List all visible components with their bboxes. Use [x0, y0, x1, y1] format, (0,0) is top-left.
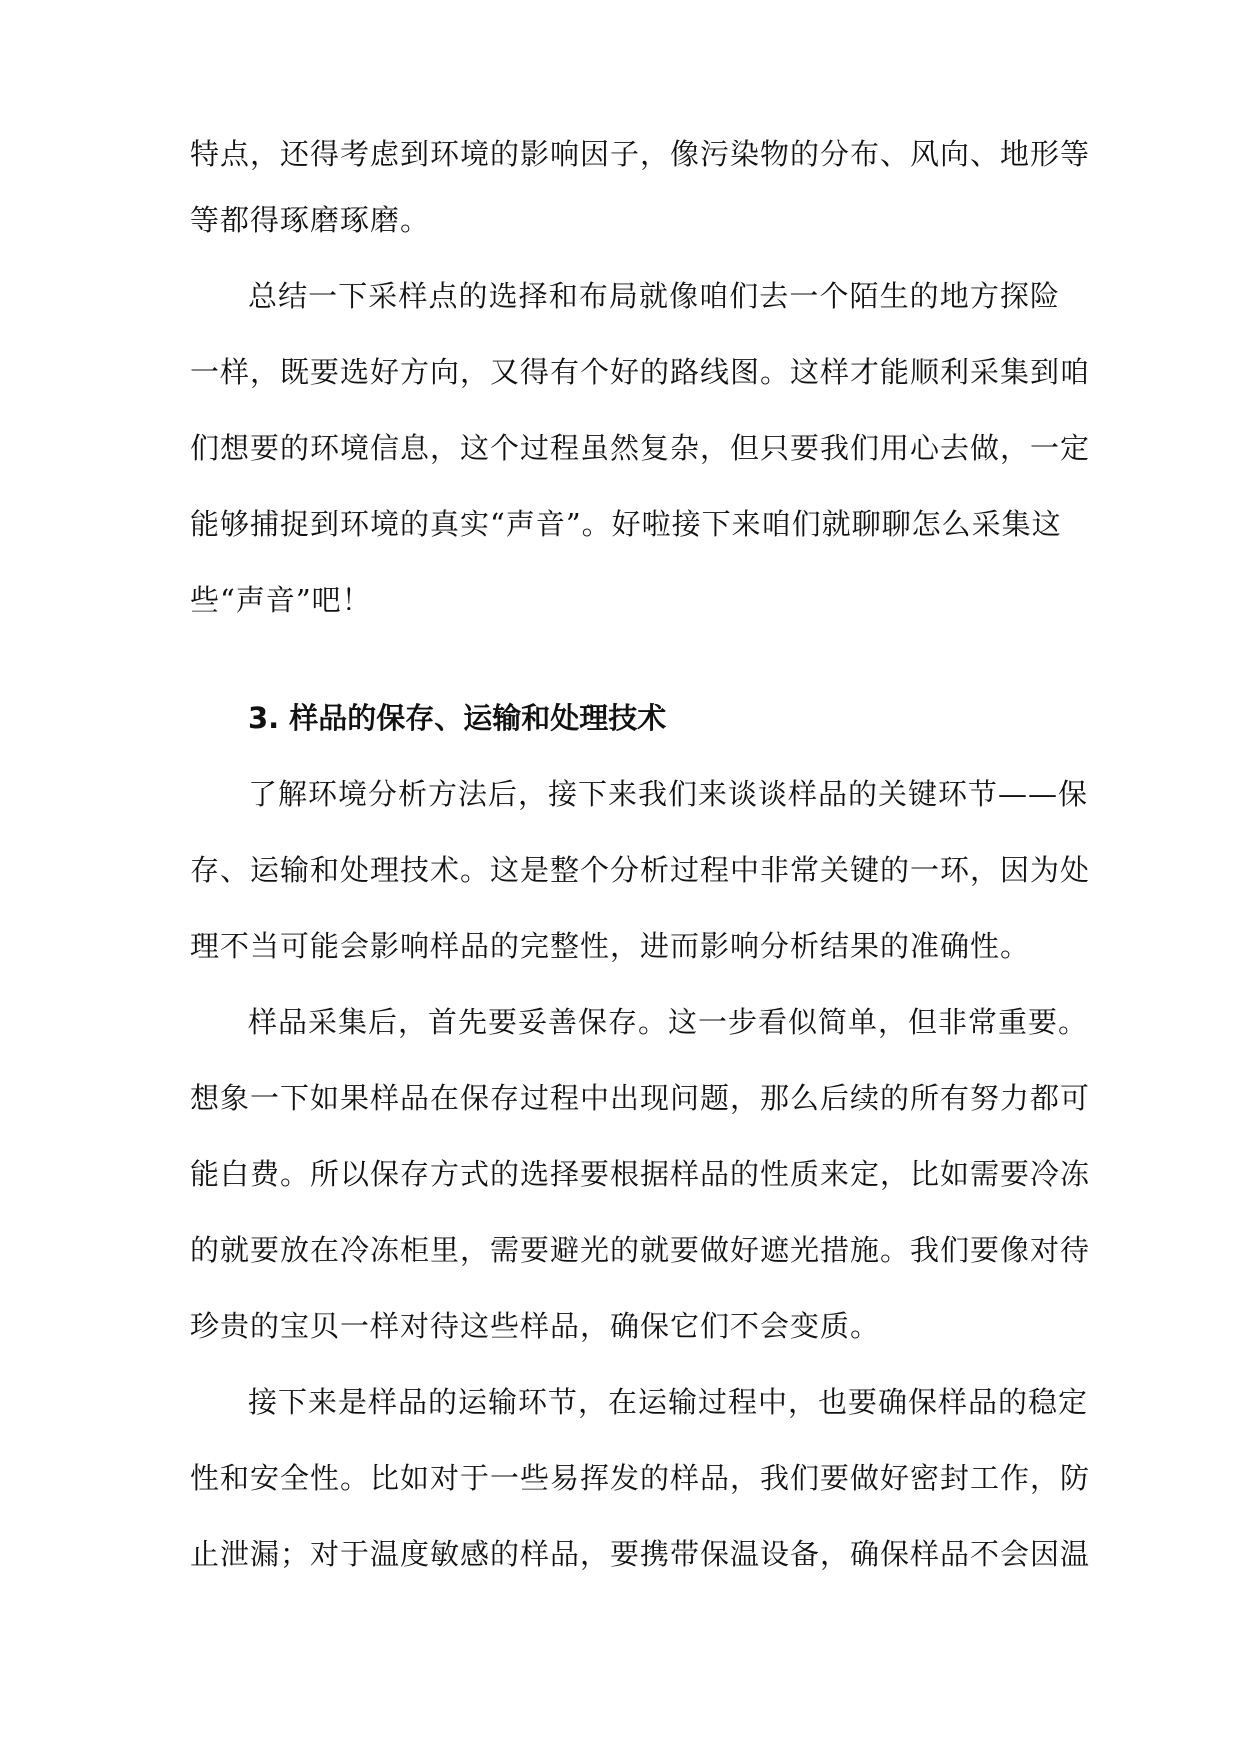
text-line: 等都得琢磨琢磨。	[190, 203, 431, 237]
text-line: 能够捕捉到环境的真实“声音”。好啦接下来咱们就聊聊怎么采集这	[190, 507, 1062, 541]
text-line: 特点，还得考虑到环境的影响因子，像污染物的分布、风向、地形等	[190, 137, 1091, 171]
text-line: 理不当可能会影响样品的完整性，进而影响分析结果的准确性。	[190, 929, 1031, 963]
text-line: 止泄漏；对于温度敏感的样品，要携带保温设备，确保样品不会因温	[190, 1537, 1091, 1571]
text-line: 存、运输和处理技术。这是整个分析过程中非常关键的一环，因为处	[190, 853, 1091, 887]
text-line: 一样，既要选好方向，又得有个好的路线图。这样才能顺利采集到咱	[190, 355, 1091, 389]
text-line: 接下来是样品的运输环节，在运输过程中，也要确保样品的稳定	[248, 1385, 1089, 1419]
section-heading: 3. 样品的保存、运输和处理技术	[248, 701, 667, 735]
text-line: 想象一下如果样品在保存过程中出现问题，那么后续的所有努力都可	[190, 1081, 1091, 1115]
text-line: 们想要的环境信息，这个过程虽然复杂，但只要我们用心去做，一定	[190, 431, 1091, 465]
text-line: 能白费。所以保存方式的选择要根据样品的性质来定，比如需要冷冻	[190, 1157, 1091, 1191]
text-line: 的就要放在冷冻柜里，需要避光的就要做好遮光措施。我们要像对待	[190, 1233, 1091, 1267]
text-line: 样品采集后，首先要妥善保存。这一步看似简单，但非常重要。	[248, 1005, 1089, 1039]
text-line: 些“声音”吧！	[190, 583, 372, 617]
text-line: 珍贵的宝贝一样对待这些样品，确保它们不会变质。	[190, 1309, 881, 1343]
text-line: 总结一下采样点的选择和布局就像咱们去一个陌生的地方探险	[248, 279, 1060, 313]
text-line: 了解环境分析方法后，接下来我们来谈谈样品的关键环节——保	[248, 777, 1089, 811]
text-line: 性和安全性。比如对于一些易挥发的样品，我们要做好密封工作，防	[190, 1461, 1091, 1495]
